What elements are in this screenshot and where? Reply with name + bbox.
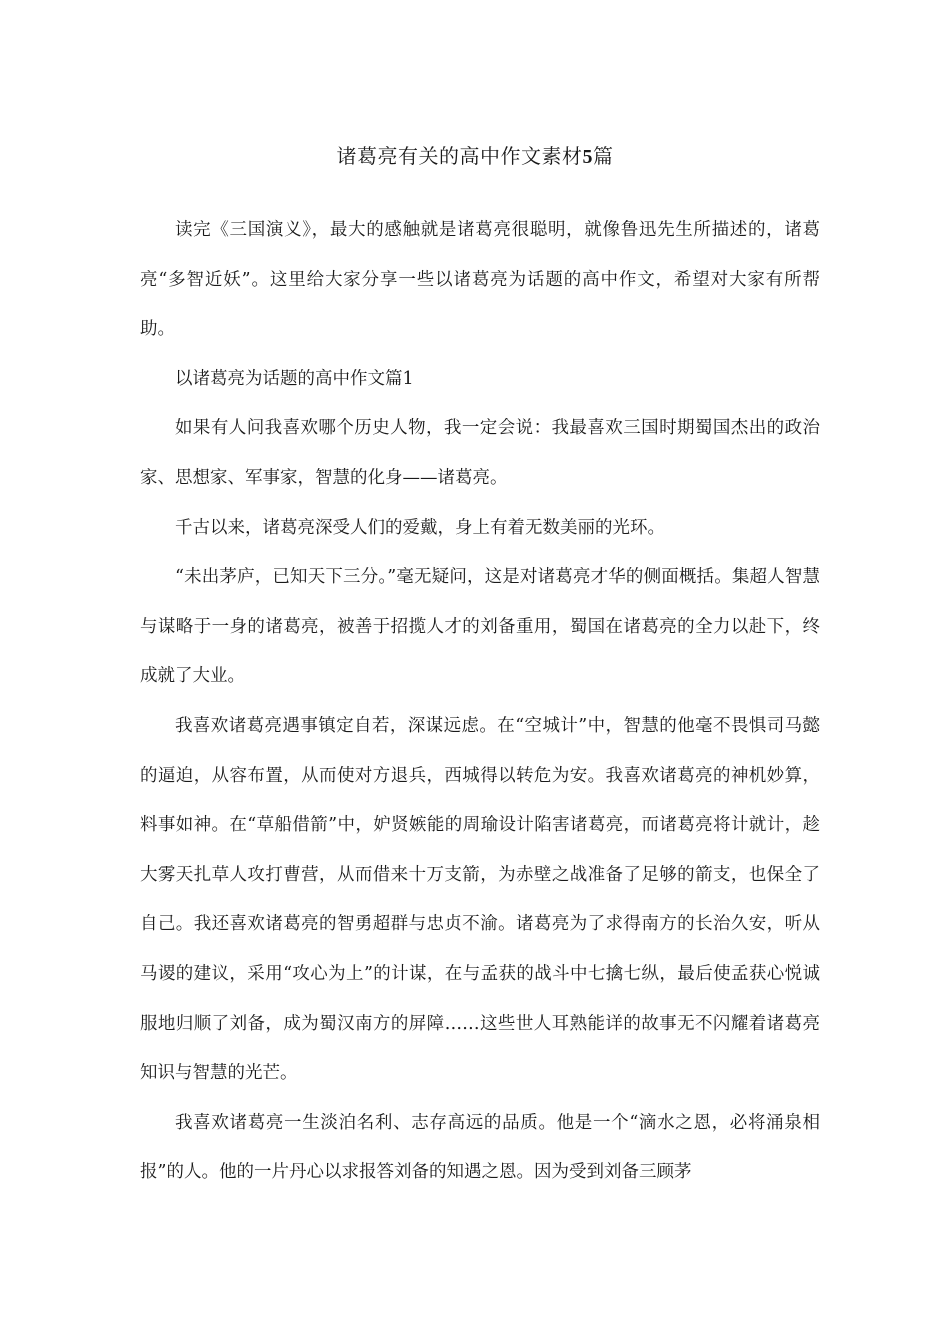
paragraph: 我喜欢诸葛亮遇事镇定自若，深谋远虑。在“空城计”中，智慧的他毫不畏惧司马懿的逼迫，从容布置，从而使对方退兵，西城得以转危为安。我喜欢诸葛亮的神机妙算，料事如神。在“草船借箭”中，妒贤嫉能的周瑜设计陷害诸葛亮，而诸葛亮将计就计，趁大雾天扎草人攻打曹营，从而借来十万支箭，为赤壁之战准备了足够的箭支，也保全了自己。我还喜欢诸葛亮的智勇超群与忠贞不渝。诸葛亮为了求得南方的长治久安，听从马谡的建议，采用“攻心为上”的计谋，在与孟获的战斗中七擒七纵，最后使孟获心悦诚服地归顺了刘备，成为蜀汉南方的屏障……这些世人耳熟能详的故事无不闪耀着诸葛亮知识与智慧的光芒。 (140, 715, 820, 1084)
title-text: 诸葛亮有关的高中作文素材 (336, 144, 583, 168)
section-heading: 以诸葛亮为话题的高中作文篇1 (175, 368, 414, 389)
paragraph: 如果有人问我喜欢哪个历史人物，我一定会说：我最喜欢三国时期蜀国杰出的政治家、思想家、军事家，智慧的化身——诸葛亮。 (140, 418, 820, 488)
document-body (140, 206, 820, 1198)
paragraph: 我喜欢诸葛亮一生淡泊名利、志存高远的品质。他是一个“滴水之恩，必将涌泉相报”的人。他的一片丹心以求报答刘备的知遇之恩。因为受到刘备三顾茅 (140, 1112, 820, 1183)
paragraph-intro: 读完《三国演义》，最大的感触就是诸葛亮很聪明，就像鲁迅先生所描述的，诸葛亮“多智近妖”。这里给大家分享一些以诸葛亮为话题的高中作文，希望对大家有所帮助。 (140, 220, 820, 340)
paragraph: 千古以来，诸葛亮深受人们的爱戴，身上有着无数美丽的光环。 (175, 517, 665, 538)
document-title (0, 141, 950, 172)
paragraph: “未出茅庐，已知天下三分。”毫无疑问，这是对诸葛亮才华的侧面概括。集超人智慧与谋略于一身的诸葛亮，被善于招揽人才的刘备重用，蜀国在诸葛亮的全力以赴下，终成就了大业。 (140, 567, 820, 687)
title-number: 5 (582, 146, 593, 168)
title-suffix: 篇 (593, 144, 614, 168)
